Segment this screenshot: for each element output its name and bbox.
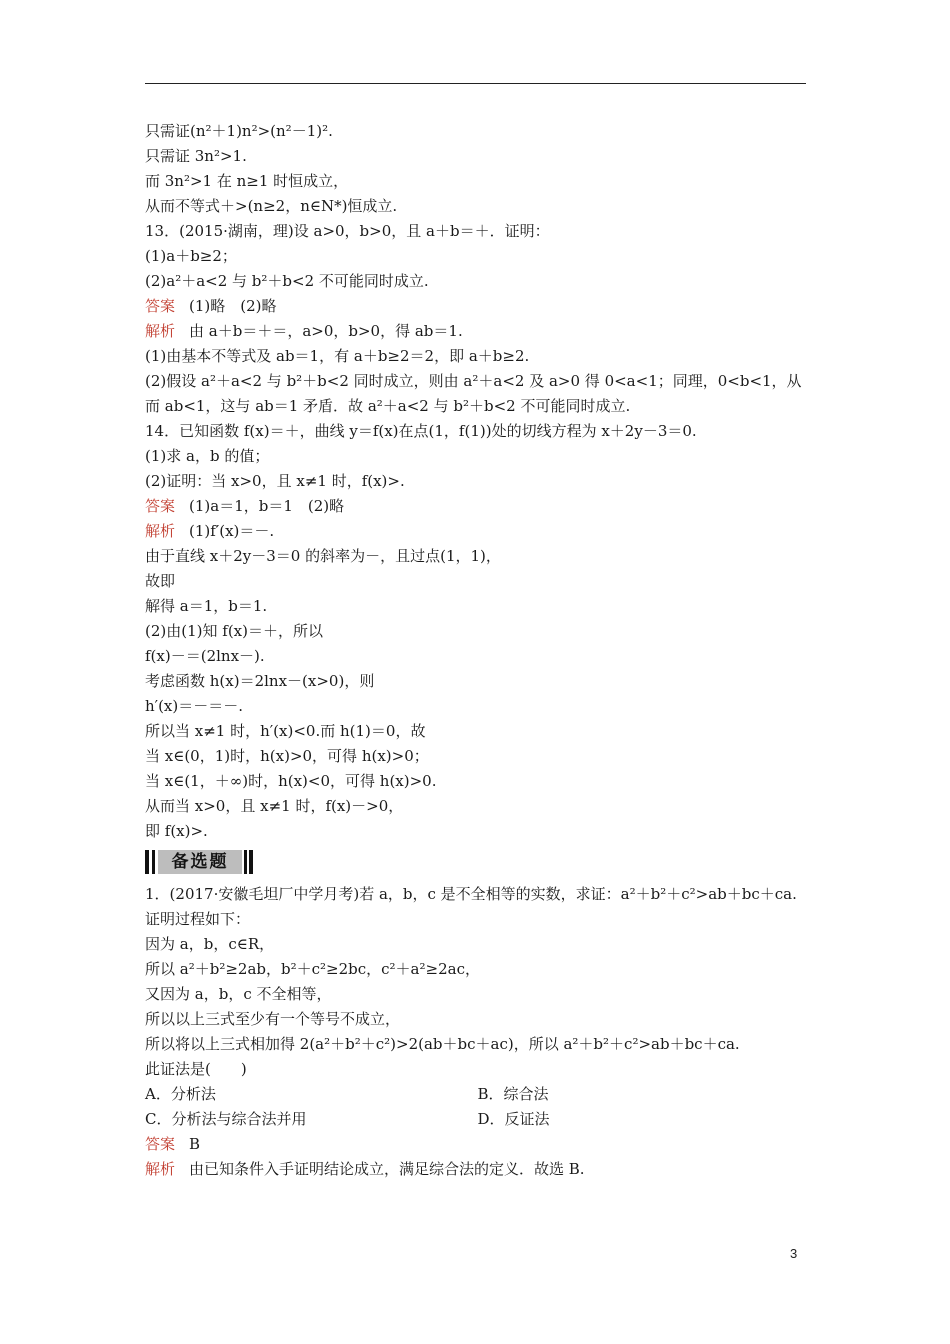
text-line: (2)a²＋a<2 与 b²＋b<2 不可能同时成立.	[145, 272, 429, 290]
text-line: 由于直线 x＋2y－3＝0 的斜率为－，且过点(1，1)，	[145, 547, 501, 565]
option-d: D．反证法	[477, 1110, 550, 1128]
text-line: 此证法是( )	[145, 1060, 247, 1078]
analysis-text: 由已知条件入手证明结论成立，满足综合法的定义．故选 B.	[189, 1160, 585, 1178]
analysis-line	[145, 519, 810, 544]
text-line: (1)a＋b≥2；	[145, 247, 237, 265]
text-line: 所以 a²＋b²≥2ab，b²＋c²≥2bc，c²＋a²≥2ac，	[145, 960, 480, 978]
text-line: (2)由(1)知 f(x)＝＋，所以	[145, 622, 323, 640]
analysis-tag: 解析	[145, 1160, 176, 1178]
page-content	[145, 119, 810, 1182]
section-bar-edge	[244, 850, 247, 874]
answer-tag: 答案	[145, 497, 176, 515]
answer-tag: 答案	[145, 297, 176, 315]
text-line: 从而当 x>0，且 x≠1 时，f(x)－>0，	[145, 797, 404, 815]
text-line: 当 x∈(1，＋∞)时，h(x)<0，可得 h(x)>0.	[145, 772, 437, 790]
text-line: 只需证 3n²>1.	[145, 147, 247, 165]
text-line: 因为 a，b，c∈R，	[145, 935, 275, 953]
options-row	[145, 1082, 810, 1107]
backup-question-1-stem: 1．(2017·安徽毛坦厂中学月考)若 a，b，c 是不全相等的实数，求证：a²＋b²＋c²>ab＋bc＋ca.	[145, 885, 797, 903]
text-line: 所以以上三式至少有一个等号不成立，	[145, 1010, 401, 1028]
text-line: 故即	[145, 572, 176, 590]
analysis-line	[145, 1157, 810, 1182]
option-b: B．综合法	[477, 1085, 549, 1103]
options-row	[145, 1107, 810, 1132]
analysis-text: (1)f′(x)＝－.	[189, 522, 275, 540]
text-line: 证明过程如下：	[145, 910, 251, 928]
section-bar-edge	[145, 850, 149, 874]
text-line: 从而不等式＋>(n≥2，n∈N*)恒成立.	[145, 197, 398, 215]
section-header	[145, 848, 810, 876]
text-line: f(x)－＝(2lnx－).	[145, 647, 265, 665]
answer-line	[145, 494, 810, 519]
header-rule	[145, 83, 806, 84]
text-line: 解得 a＝1，b＝1.	[145, 597, 268, 615]
answer-tag: 答案	[145, 1135, 176, 1153]
analysis-line	[145, 319, 810, 344]
answer-line	[145, 1132, 810, 1157]
option-c: C．分析法与综合法并用	[145, 1110, 307, 1128]
question-13-stem: 13．(2015·湖南，理)设 a>0，b>0，且 a＋b＝＋．证明：	[145, 222, 550, 240]
question-14-stem: 14．已知函数 f(x)＝＋，曲线 y＝f(x)在点(1，f(1))处的切线方程为 x＋2y－3＝0.	[145, 422, 697, 440]
text-line: 所以将以上三式相加得 2(a²＋b²＋c²)>2(ab＋bc＋ac)，所以 a²＋b²＋c²>ab＋bc＋ca.	[145, 1035, 740, 1053]
text-line: 即 f(x)>.	[145, 822, 208, 840]
text-paragraph: (2)假设 a²＋a<2 与 b²＋b<2 同时成立，则由 a²＋a<2 及 a>0 得 0<a<1；同理，0<b<1，从而 ab<1，这与 ab＝1 矛盾．故 a²＋a<2 与 b²＋b<2 不可能同时成立.	[145, 372, 802, 415]
section-title: 备选题	[158, 850, 242, 874]
text-line: 所以当 x≠1 时，h′(x)<0.而 h(1)＝0，故	[145, 722, 426, 740]
answer-text: (1)略 (2)略	[189, 297, 277, 315]
text-line: 考虑函数 h(x)＝2lnx－(x>0)，则	[145, 672, 375, 690]
option-a: A．分析法	[145, 1085, 216, 1103]
text-line: 当 x∈(0，1)时，h(x)>0，可得 h(x)>0；	[145, 747, 429, 765]
answer-text: B	[189, 1135, 201, 1153]
analysis-text: 由 a＋b＝＋＝，a>0，b>0，得 ab＝1.	[189, 322, 463, 340]
answer-text: (1)a＝1，b＝1 (2)略	[189, 497, 345, 515]
text-line: (1)由基本不等式及 ab＝1，有 a＋b≥2＝2，即 a＋b≥2.	[145, 347, 530, 365]
answer-line	[145, 294, 810, 319]
text-line: h′(x)＝－＝－.	[145, 697, 243, 715]
text-line: (2)证明：当 x>0，且 x≠1 时，f(x)>.	[145, 472, 405, 490]
text-line: 而 3n²>1 在 n≥1 时恒成立，	[145, 172, 349, 190]
section-bar-edge	[152, 850, 155, 874]
text-line: 又因为 a，b，c 不全相等，	[145, 985, 332, 1003]
analysis-tag: 解析	[145, 322, 176, 340]
analysis-tag: 解析	[145, 522, 176, 540]
text-line: 只需证(n²＋1)n²>(n²－1)².	[145, 122, 333, 140]
text-line: (1)求 a，b 的值；	[145, 447, 270, 465]
page-number: 3	[790, 1246, 798, 1261]
section-bar-edge	[249, 850, 253, 874]
